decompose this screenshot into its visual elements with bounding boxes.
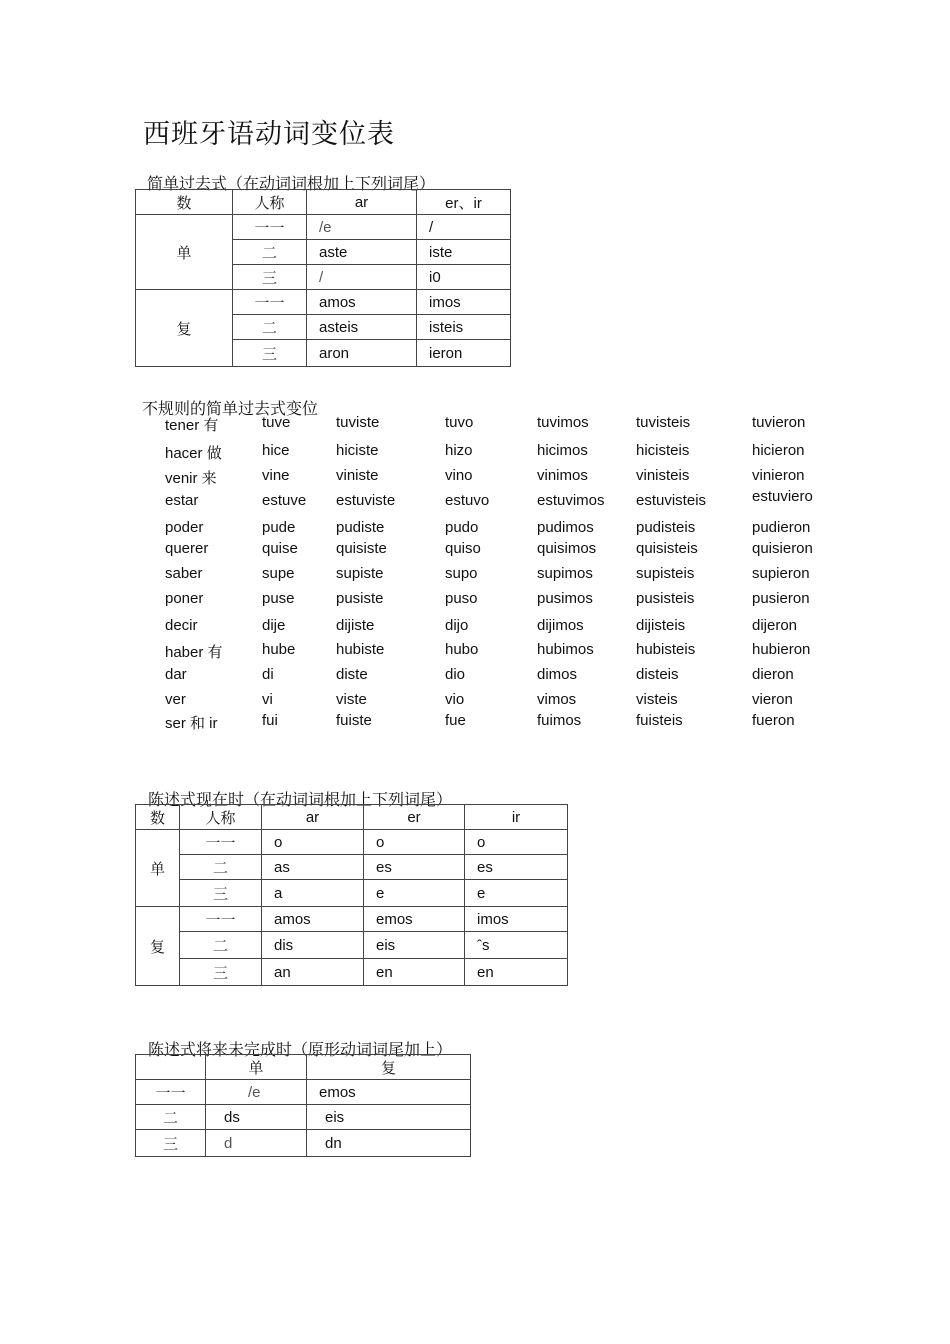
verb-form: hizo [445,442,473,459]
ending-cell: ˆs [465,932,568,959]
verb-form: visteis [636,691,678,708]
verb-form: hicisteis [636,442,690,459]
verb-form: hube [262,641,296,658]
verb-form: dijiste [336,617,375,634]
header-er-ir: er、ir [417,190,511,215]
person-cell: 二 [233,240,307,265]
verb-form: fuisteis [636,712,683,729]
person-cell: 一一 [233,290,307,315]
verb-form: puso [445,590,478,607]
verb-form: quisiste [336,540,387,557]
verb-infinitive: poder [165,519,204,536]
ending-cell: i0 [417,265,511,290]
table-row [136,1105,471,1130]
page-title: 西班牙语动词变位表 [143,119,395,150]
verb-form: fueron [752,712,795,729]
verb-form: vieron [752,691,793,708]
verb-infinitive: decir [165,617,198,634]
person-cell: 三 [233,340,307,367]
number-cell: 复 [136,907,180,986]
verb-form: dieron [752,666,794,683]
ending-cell: isteis [417,315,511,340]
number-cell: 单 [136,830,180,907]
table-row [136,290,511,315]
verb-form: vinieron [752,467,805,484]
verb-infinitive: estar [165,492,199,509]
verb-form: tuvisteis [636,414,691,431]
verb-form: pusimos [537,590,593,607]
table-row [136,1130,471,1157]
verb-form: supisteis [636,565,695,582]
verb-form: estuvimos [537,492,605,509]
number-cell: 单 [136,215,233,290]
verb-form: quisimos [537,540,597,557]
number-cell: 复 [136,290,233,367]
verb-form: pusiste [336,590,384,607]
table-row [136,959,568,986]
verb-form: pusieron [752,590,810,607]
ending-cell: es [364,855,465,880]
verb-form: viste [336,691,367,708]
verb-form: dijo [445,617,469,634]
verb-form: dijisteis [636,617,686,634]
verb-infinitive: saber [165,565,203,582]
verb-form: quisisteis [636,540,698,557]
present-caption: 陈述式现在时（在动词词根加上下列词尾） [148,790,453,809]
verb-form: vinisteis [636,467,690,484]
ending-cell: asteis [307,315,417,340]
table-row [136,215,511,240]
verb-form: hubisteis [636,641,696,658]
header-number: 数 [136,190,233,215]
verb-form: fue [445,712,466,729]
verb-infinitive: querer [165,540,209,557]
verb-infinitive: tener 有 [165,417,219,434]
person-cell: 三 [233,265,307,290]
table-header-row [136,1055,471,1080]
ending-cell: / [307,265,417,290]
verb-form: di [262,666,274,683]
header-ir: ir [465,805,568,830]
table-row [136,1080,471,1105]
ending-cell: d [206,1130,307,1157]
verb-form: dimos [537,666,578,683]
verb-form: pudimos [537,519,594,536]
header-person: 人称 [180,805,262,830]
ending-cell: dis [262,932,364,959]
person-cell: 一一 [180,907,262,932]
verb-infinitive: ser 和 ir [165,715,218,732]
header-blank [136,1055,206,1080]
verb-form: tuvieron [752,414,806,431]
header-ar: ar [307,190,417,215]
verb-form: hicieron [752,442,805,459]
verb-form: pusisteis [636,590,695,607]
verb-form: pudiste [336,519,385,536]
verb-form: puse [262,590,295,607]
verb-form: fuimos [537,712,582,729]
person-cell: 二 [180,932,262,959]
ending-cell: /e [206,1080,307,1105]
verb-infinitive: dar [165,666,187,683]
verb-form: quisieron [752,540,813,557]
verb-form: hice [262,442,290,459]
preterite-table [135,189,511,367]
ending-cell: /e [307,215,417,240]
verb-form: vimos [537,691,577,708]
person-cell: 二 [180,855,262,880]
verb-form: dije [262,617,286,634]
verb-form: pude [262,519,296,536]
table-row [136,907,568,932]
ending-cell: ieron [417,340,511,367]
table-row [136,880,568,907]
person-cell: 一一 [233,215,307,240]
verb-form: estuviero [752,488,813,505]
ending-cell: o [465,830,568,855]
verb-form: supe [262,565,295,582]
verb-form: supieron [752,565,810,582]
verb-form: fui [262,712,278,729]
verb-form: estuviste [336,492,396,509]
ending-cell: en [465,959,568,986]
ending-cell: e [364,880,465,907]
table-row [136,855,568,880]
verb-form: viniste [336,467,379,484]
future-table [135,1054,471,1157]
verb-infinitive: hacer 做 [165,445,222,462]
ending-cell: imos [417,290,511,315]
ending-cell: eis [364,932,465,959]
verb-form: estuve [262,492,307,509]
ending-cell: emos [307,1080,471,1105]
person-cell: 一一 [180,830,262,855]
future-caption: 陈述式将来未完成时（原形动词词尾加上） [148,1040,453,1059]
person-cell: 三 [180,959,262,986]
person-cell: 一一 [136,1080,206,1105]
ending-cell: amos [307,290,417,315]
verb-form: tuvo [445,414,474,431]
verb-infinitive: haber 有 [165,644,223,661]
ending-cell: ds [206,1105,307,1130]
verb-form: tuvimos [537,414,589,431]
verb-form: dijimos [537,617,584,634]
verb-form: pudieron [752,519,811,536]
ending-cell: o [262,830,364,855]
verb-form: tuve [262,414,291,431]
verb-form: hubiste [336,641,385,658]
person-cell: 三 [136,1130,206,1157]
verb-form: dio [445,666,466,683]
verb-form: tuviste [336,414,380,431]
ending-cell: e [465,880,568,907]
verb-form: vio [445,691,465,708]
header-er: er [364,805,465,830]
ending-cell: es [465,855,568,880]
preterite-caption: 简单过去式（在动词词根加上下列词尾） [147,174,436,193]
ending-cell: iste [417,240,511,265]
person-cell: 二 [136,1105,206,1130]
header-person: 人称 [233,190,307,215]
verb-form: supiste [336,565,384,582]
verb-form: quise [262,540,298,557]
verb-form: quiso [445,540,481,557]
ending-cell: imos [465,907,568,932]
verb-form: pudo [445,519,479,536]
ending-cell: aste [307,240,417,265]
ending-cell: amos [262,907,364,932]
verb-form: estuvo [445,492,490,509]
ending-cell: dn [307,1130,471,1157]
verb-form: vi [262,691,273,708]
ending-cell: en [364,959,465,986]
header-singular: 单 [206,1055,307,1080]
ending-cell: an [262,959,364,986]
table-row [136,830,568,855]
ending-cell: aron [307,340,417,367]
verb-form: hubieron [752,641,811,658]
verb-form: hiciste [336,442,379,459]
verb-form: disteis [636,666,679,683]
ending-cell: a [262,880,364,907]
verb-infinitive: ver [165,691,186,708]
header-ar: ar [262,805,364,830]
verb-form: supo [445,565,478,582]
verb-form: estuvisteis [636,492,707,509]
verb-form: vino [445,467,473,484]
verb-form: pudisteis [636,519,696,536]
irregular-caption: 不规则的简单过去式变位 [142,399,319,418]
verb-form: supimos [537,565,593,582]
table-header-row [136,805,568,830]
verb-form: vine [262,467,290,484]
present-table [135,804,568,986]
ending-cell: o [364,830,465,855]
verb-infinitive: venir 来 [165,470,217,487]
ending-cell: / [417,215,511,240]
verb-infinitive: poner [165,590,204,607]
table-row [136,932,568,959]
ending-cell: eis [307,1105,471,1130]
person-cell: 三 [180,880,262,907]
table-header-row [136,190,511,215]
verb-form: hubo [445,641,479,658]
verb-form: diste [336,666,368,683]
verb-form: hubimos [537,641,594,658]
verb-form: hicimos [537,442,588,459]
verb-form: vinimos [537,467,588,484]
verb-form: fuiste [336,712,372,729]
header-number: 数 [136,805,180,830]
verb-form: dijeron [752,617,798,634]
person-cell: 二 [233,315,307,340]
header-plural: 复 [307,1055,471,1080]
ending-cell: as [262,855,364,880]
ending-cell: emos [364,907,465,932]
